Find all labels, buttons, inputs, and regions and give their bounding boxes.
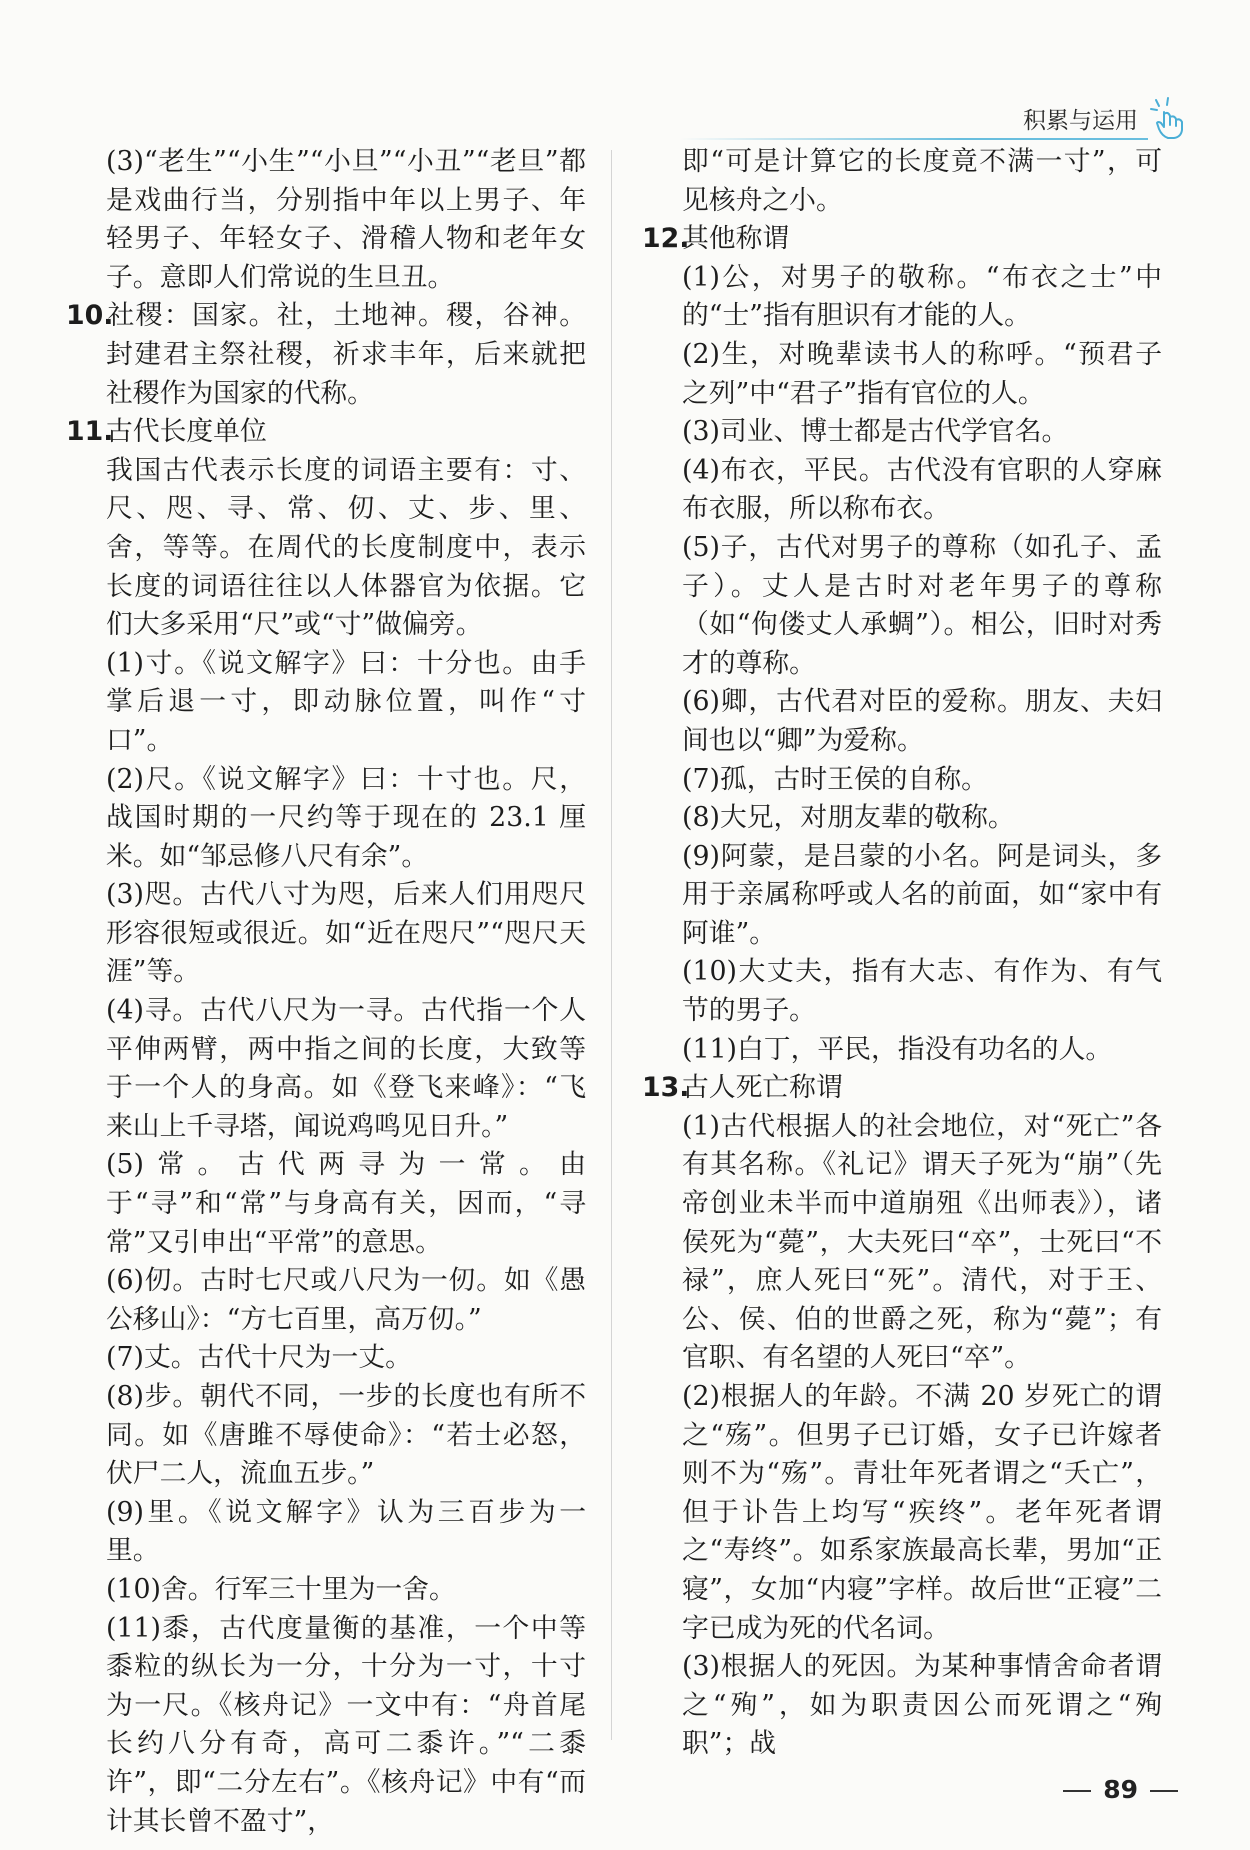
entry-text: 古人死亡称谓 xyxy=(682,1072,843,1104)
footer-dash-right xyxy=(1150,1790,1178,1792)
entry-text: 古代长度单位 xyxy=(106,416,267,448)
page-header xyxy=(680,96,1200,142)
pointing-hand-icon xyxy=(1148,96,1188,140)
sub-paragraph: (10)大丈夫，指有大志、有作为、有气节的男子。 xyxy=(682,956,1162,1027)
sub-paragraph: (2)尺。《说文解字》曰：十寸也。尺，战国时期的一尺约等于现在的 23.1 厘米。如“邹忌修八尺有余”。 xyxy=(106,763,586,872)
sub-paragraph: (1)寸。《说文解字》曰：十分也。由手掌后退一寸，即动脉位置，叫作“寸口”。 xyxy=(106,647,586,756)
sub-paragraph: (10)舍。行军三十里为一舍。 xyxy=(106,1573,456,1605)
column-divider xyxy=(611,150,612,1740)
sub-paragraph: (3)司业、博士都是古代学官名。 xyxy=(682,416,1069,448)
sub-paragraph: (1)古代根据人的社会地位，对“死亡”各有其名称。《礼记》谓天子死为“崩”（先帝创业未半而中道崩殂《出师表》），诸侯死为“薨”，大夫死曰“卒”，士死曰“不禄”，庶人死曰“死”。清代，对于王、公、侯、伯的世爵之死，称为“薨”；有官职、有名望的人死曰“卒”。 xyxy=(682,1110,1162,1374)
left-column xyxy=(66,143,586,1841)
sub-paragraph: (1)公，对男子的敬称。“布衣之士”中的“士”指有胆识有才能的人。 xyxy=(682,261,1162,332)
sub-paragraph: (8)步。朝代不同，一步的长度也有所不同。如《唐雎不辱使命》：“若士必怒，伏尸二人，流血五步。” xyxy=(106,1381,586,1490)
numbered-entry xyxy=(642,1069,1162,1108)
entry-number: 11. xyxy=(66,416,114,448)
sub-paragraph: (11)黍，古代度量衡的基准，一个中等黍粒的纵长为一分，十分为一寸，十寸为一尺。《核舟记》一文中有：“舟首尾长约八分有奇，高可二黍许。”“二黍许”，即“二分左右”。《核舟记》中有“而计其长曾不盈寸”， xyxy=(106,1612,586,1837)
page-footer xyxy=(1051,1775,1190,1804)
sub-paragraph: (4)布衣，平民。古代没有官职的人穿麻布衣服，所以称布衣。 xyxy=(682,454,1162,525)
section-title: 积累与运用 xyxy=(1023,108,1138,134)
continuation-paragraph: (3)“老生”“小生”“小旦”“小丑”“老旦”都是戏曲行当，分别指中年以上男子、年轻男子、年轻女子、滑稽人物和老年女子。意即人们常说的生旦丑。 xyxy=(106,146,586,293)
right-column xyxy=(642,143,1162,1764)
numbered-entry xyxy=(66,413,586,452)
entry-text: 社稷：国家。社，土地神。稷，谷神。封建君主祭社稷，祈求丰年，后来就把社稷作为国家的代称。 xyxy=(106,300,586,409)
sub-paragraph: (9)里。《说文解字》认为三百步为一里。 xyxy=(106,1496,586,1567)
sub-paragraph: (7)孤，古时王侯的自称。 xyxy=(682,763,988,795)
numbered-entry xyxy=(66,297,586,413)
page-number: 89 xyxy=(1103,1775,1138,1804)
sub-paragraph: (2)生，对晚辈读书人的称呼。“预君子之列”中“君子”指有官位的人。 xyxy=(682,338,1162,409)
sub-paragraph: (6)卿，古代君对臣的爱称。朋友、夫妇间也以“卿”为爱称。 xyxy=(682,686,1162,756)
entry-number: 10. xyxy=(66,300,114,332)
sub-paragraph: (5)子，古代对男子的尊称（如孔子、孟子）。丈人是古时对老年男子的尊称（如“佝偻丈人承蜩”）。相公，旧时对秀才的尊称。 xyxy=(682,531,1162,679)
numbered-entry xyxy=(642,220,1162,259)
continuation-paragraph: 即“可是计算它的长度竟不满一寸”，可见核舟之小。 xyxy=(682,146,1162,216)
sub-paragraph: (3)咫。古代八寸为咫，后来人们用咫尺形容很短或很近。如“近在咫尺”“咫尺天涯”等。 xyxy=(106,879,586,988)
header-rule xyxy=(680,138,1148,140)
sub-paragraph: (6)仞。古时七尺或八尺为一仞。如《愚公移山》：“方七百里，高万仞。” xyxy=(106,1265,586,1335)
sub-paragraph: (9)阿蒙，是吕蒙的小名。阿是词头，多用于亲属称呼或人名的前面，如“家中有阿谁”。 xyxy=(682,840,1162,949)
sub-paragraph: (7)丈。古代十尺为一丈。 xyxy=(106,1342,412,1374)
entry-text: 其他称谓 xyxy=(682,223,790,255)
entry-number: 12. xyxy=(642,223,690,255)
sub-paragraph: (5)常。古代两寻为一常。由于“寻”和“常”与身高有关，因而，“寻常”又引申出“平常”的意思。 xyxy=(106,1149,586,1258)
sub-paragraph: (8)大兄，对朋友辈的敬称。 xyxy=(682,802,1015,834)
sub-paragraph: 我国古代表示长度的词语主要有：寸、尺、咫、寻、常、仞、丈、步、里、舍，等等。在周代的长度制度中，表示长度的词语往往以人体器官为依据。它们大多采用“尺”或“寸”做偏旁。 xyxy=(106,454,586,641)
footer-dash-left xyxy=(1063,1790,1091,1792)
sub-paragraph: (2)根据人的年龄。不满 20 岁死亡的谓之“殇”。但男子已订婚，女子已许嫁者则不为“殇”。青壮年死者谓之“夭亡”，但于讣告上均写“疾终”。老年死者谓之“寿终”。如系家族最高长辈，男加“正寝”，女加“内寝”字样。故后世“正寝”二字已成为死的代名词。 xyxy=(682,1381,1162,1644)
entry-number: 13. xyxy=(642,1072,690,1104)
sub-paragraph: (11)白丁，平民，指没有功名的人。 xyxy=(682,1033,1113,1065)
sub-paragraph: (4)寻。古代八尺为一寻。古代指一个人平伸两臂，两中指之间的长度，大致等于一个人的身高。如《登飞来峰》：“飞来山上千寻塔，闻说鸡鸣见日升。” xyxy=(106,995,586,1142)
sub-paragraph: (3)根据人的死因。为某种事情舍命者谓之“殉”，如为职责因公而死谓之“殉职”；战 xyxy=(682,1651,1162,1760)
